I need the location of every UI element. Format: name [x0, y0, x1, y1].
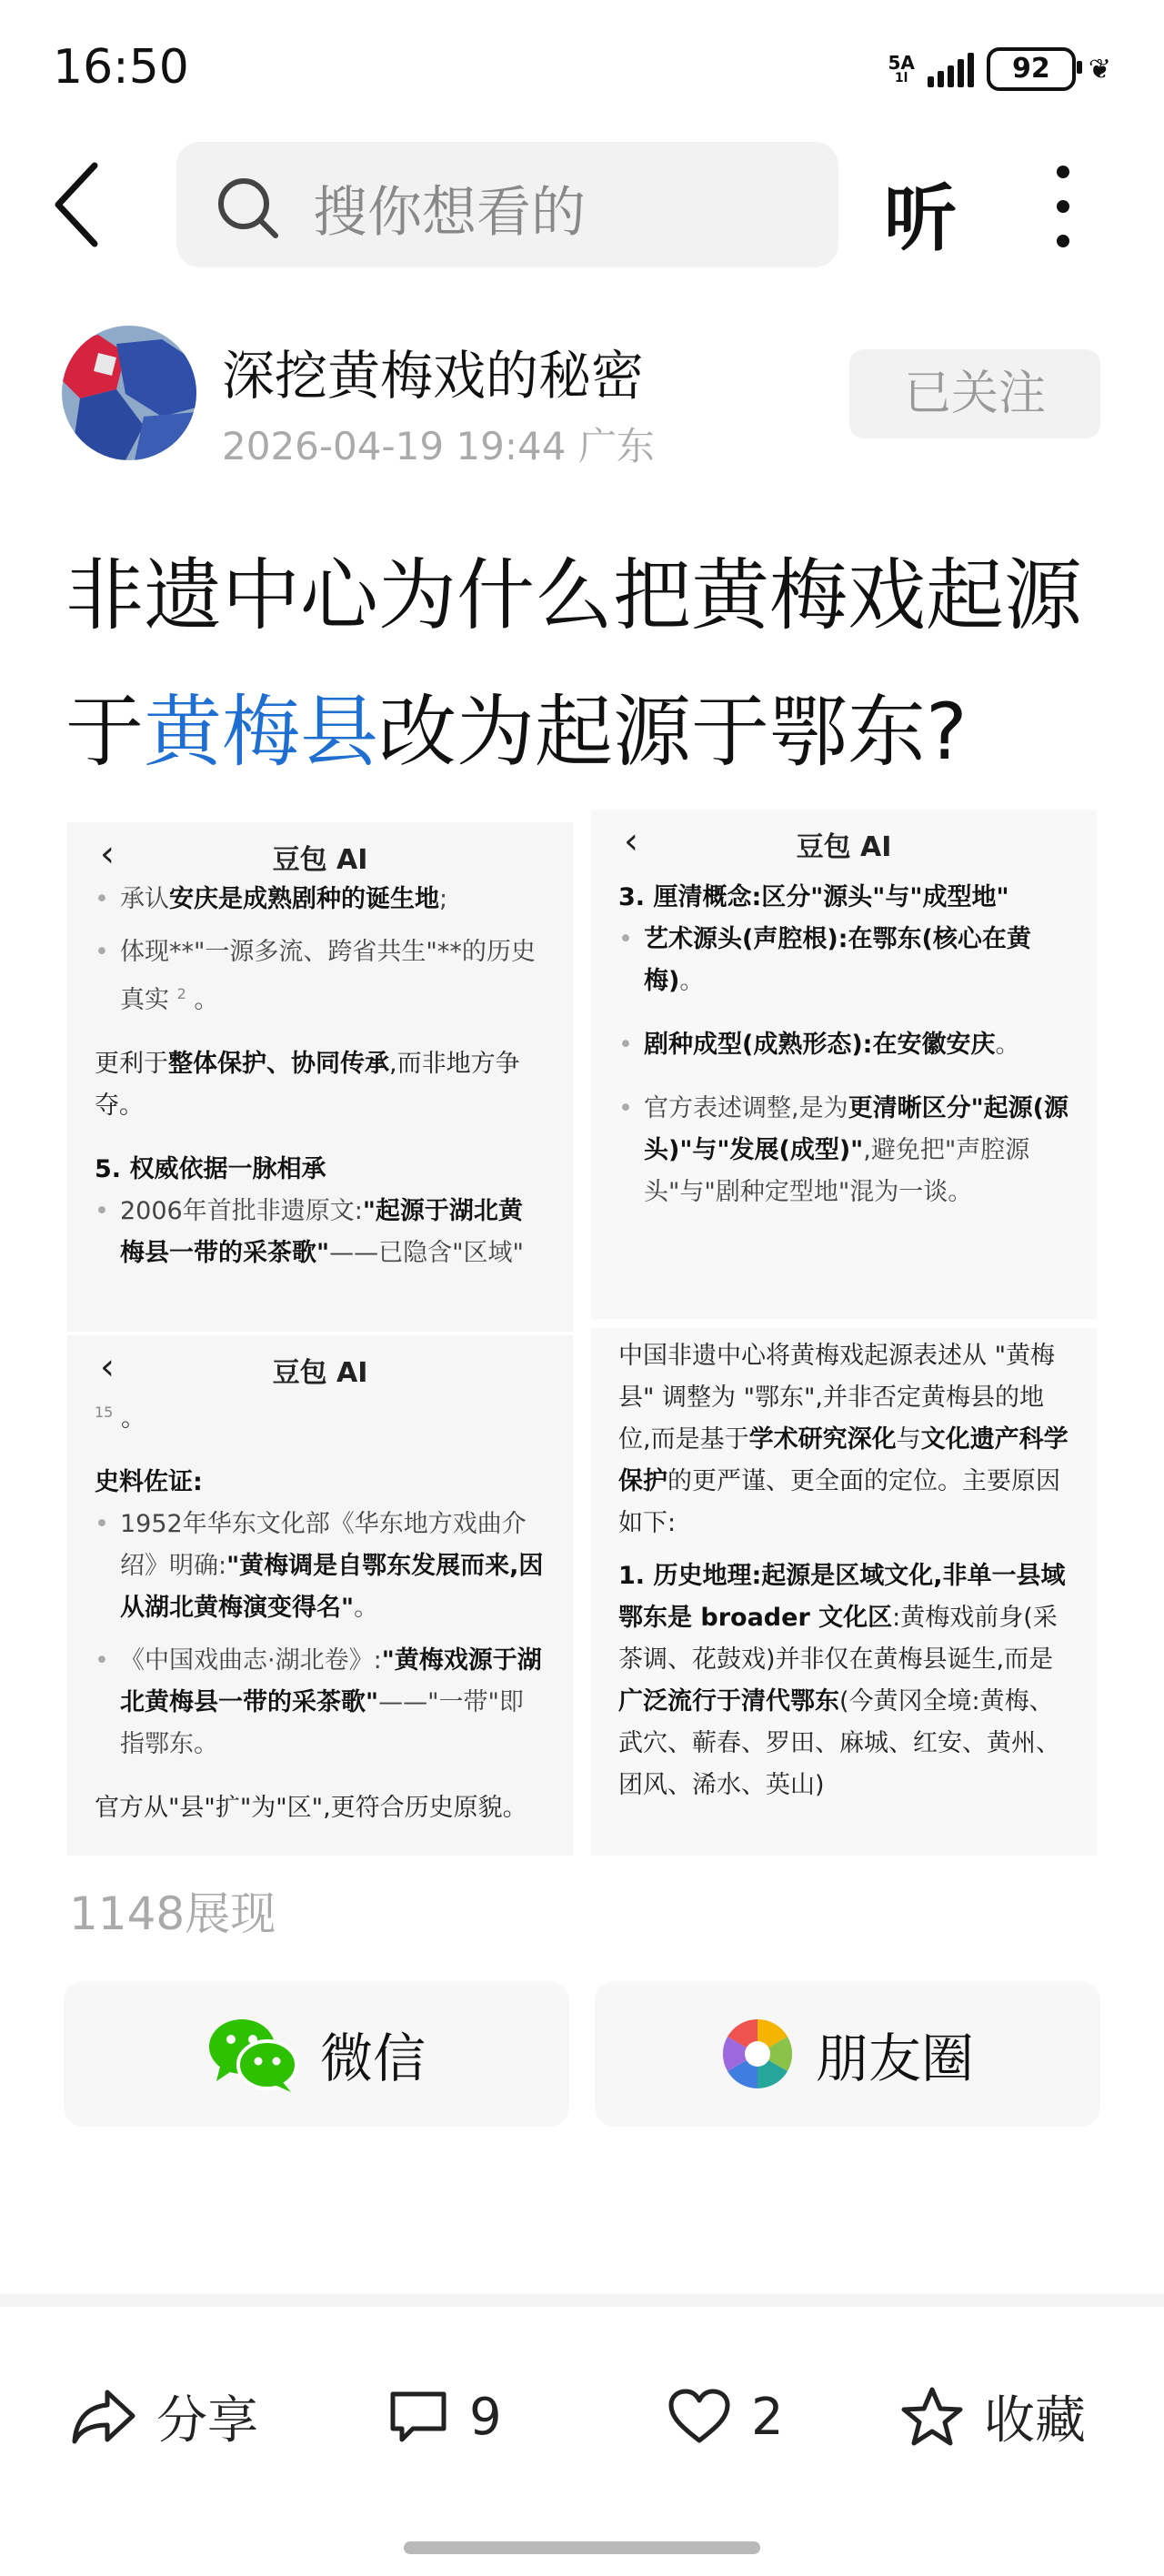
follow-button[interactable]: 已关注 — [849, 349, 1100, 438]
post-timestamp-location: 2026-04-19 19:44 广东 — [222, 424, 655, 468]
image-text-content — [591, 1328, 1097, 1806]
author-avatar[interactable] — [62, 326, 196, 460]
home-indicator[interactable] — [404, 2541, 760, 2554]
chevron-left-icon: ‹ — [100, 1346, 115, 1388]
share-wechat-button[interactable] — [64, 1981, 569, 2127]
chevron-left-icon: ‹ — [624, 820, 638, 862]
more-options-button[interactable] — [1046, 162, 1082, 253]
paragraph: 鄂东是 broader 文化区:黄梅戏前身(采茶调、花鼓戏)并非仅在黄梅县诞生,而是广泛流行于清代鄂东(今黄冈全境:黄梅、武穴、蕲春、罗田、麻城、红安、黄州、团风、浠水、英山) — [618, 1604, 1060, 1799]
image-text-content — [67, 879, 573, 1274]
wechat-label: 微信 — [319, 2028, 426, 2089]
post-image-4[interactable] — [591, 1328, 1097, 1856]
list-item: • 官方表述调整,是为更清晰区分"起源(源头)"与"发展(成型)",避免把"声腔源头"与"剧种定型地"混为一谈。 — [618, 1088, 1069, 1213]
section-divider — [0, 2294, 1164, 2307]
map-avatar-image — [62, 326, 196, 460]
search-placeholder: 搜你想看的 — [313, 181, 586, 245]
share-moments-button[interactable] — [595, 1981, 1100, 2127]
image-text-content — [591, 866, 1097, 1213]
image-text-content — [67, 1392, 573, 1829]
like-count: 2 — [751, 2387, 784, 2447]
image-app-header — [67, 822, 573, 879]
section-heading: 史料佐证: — [95, 1468, 203, 1496]
title-text-start: 非遗中心为什么把黄梅戏起源于 — [65, 550, 1082, 778]
network-type-label: 5A — [888, 52, 915, 74]
status-indicators — [888, 47, 1111, 91]
reference-marker: $^{15}$ 。 — [95, 1404, 146, 1433]
comment-count: 9 — [469, 2387, 502, 2447]
signal-icon — [928, 51, 974, 87]
section-heading: 1. 历史地理:起源是区域文化,非单一县域 — [618, 1562, 1066, 1590]
list-item: • 体现**"一源多流、跨省共生"**的历史真实 $^2$ 。 — [95, 931, 546, 1021]
views-count: 1148展现 — [69, 1887, 276, 1940]
battery-indicator — [987, 47, 1076, 91]
list-item: • 剧种成型(成熟形态):在安徽安庆。 — [618, 1024, 1069, 1066]
section-heading: 3. 厘清概念:区分"源头"与"成型地" — [618, 883, 1009, 911]
collect-action-label: 收藏 — [984, 2391, 1086, 2450]
status-time: 16:50 — [53, 40, 189, 95]
post-image-3[interactable] — [67, 1335, 573, 1856]
section-heading: 5. 权威依据一脉相承 — [95, 1155, 326, 1183]
image-app-header — [67, 1335, 573, 1392]
list-item: • 2006年首批非遗原文:"起源于湖北黄梅县一带的采茶歌"——已隐含"区域" — [95, 1191, 546, 1274]
share-arrow-icon — [71, 2387, 136, 2447]
wechat-icon — [207, 2016, 298, 2092]
list-item: • 《中国戏曲志·湖北卷》:"黄梅戏源于湖北黄梅县一带的采茶歌"——"一带"即指鄂东。 — [95, 1640, 546, 1766]
network-type — [888, 54, 914, 85]
post-image-2[interactable] — [591, 810, 1097, 1319]
search-input[interactable] — [176, 142, 838, 267]
author-name[interactable]: 深挖黄梅戏的秘密 — [222, 345, 645, 407]
list-item: • 1952年华东文化部《华东地方戏曲介绍》明确:"黄梅调是自鄂东发展而来,因从湖北黄梅演变得名"。 — [95, 1504, 546, 1629]
chevron-left-icon: ‹ — [100, 833, 115, 875]
heart-icon — [667, 2388, 731, 2446]
battery-level: 92 — [1011, 53, 1050, 85]
image-app-name: 豆包 AI — [796, 831, 892, 863]
collect-action-button[interactable] — [900, 2376, 1086, 2458]
comment-icon — [387, 2389, 449, 2445]
moments-aperture-icon — [721, 2018, 794, 2090]
back-button[interactable] — [47, 155, 111, 255]
post-title — [65, 528, 1111, 800]
title-topic-link[interactable]: 黄梅县 — [144, 687, 378, 778]
list-item: • 承认安庆是成熟剧种的诞生地; — [95, 879, 546, 921]
like-action-button[interactable] — [667, 2376, 784, 2458]
title-text-end: 改为起源于鄂东? — [378, 687, 968, 778]
star-icon — [900, 2386, 964, 2448]
paragraph: 官方从"县"扩"为"区",更符合历史原貌。 — [95, 1794, 527, 1822]
back-arrow-icon — [47, 155, 111, 255]
list-item: • 艺术源头(声腔根):在鄂东(核心在黄梅)。 — [618, 919, 1069, 1002]
image-app-header — [591, 810, 1097, 866]
eco-leaf-icon: ❦ — [1088, 53, 1111, 86]
comment-action-button[interactable] — [387, 2376, 502, 2458]
paragraph: 中国非遗中心将黄梅戏起源表述从 "黄梅县" 调整为 "鄂东",并非否定黄梅县的地位,而是基于学术研究深化与文化遗产科学保护的更严谨、更全面的定位。主要原因如下: — [618, 1342, 1069, 1537]
search-icon — [215, 175, 280, 240]
listen-button[interactable]: 听 — [884, 176, 957, 261]
image-app-name: 豆包 AI — [272, 1357, 368, 1389]
paragraph: 更利于整体保护、协同传承,而非地方争夺。 — [95, 1050, 520, 1120]
post-image-1[interactable] — [67, 822, 573, 1332]
network-activity-label: 1l — [894, 71, 908, 86]
share-action-label: 分享 — [156, 2391, 258, 2450]
image-app-name: 豆包 AI — [272, 844, 368, 876]
moments-label: 朋友圈 — [815, 2028, 974, 2089]
share-action-button[interactable] — [71, 2376, 258, 2458]
